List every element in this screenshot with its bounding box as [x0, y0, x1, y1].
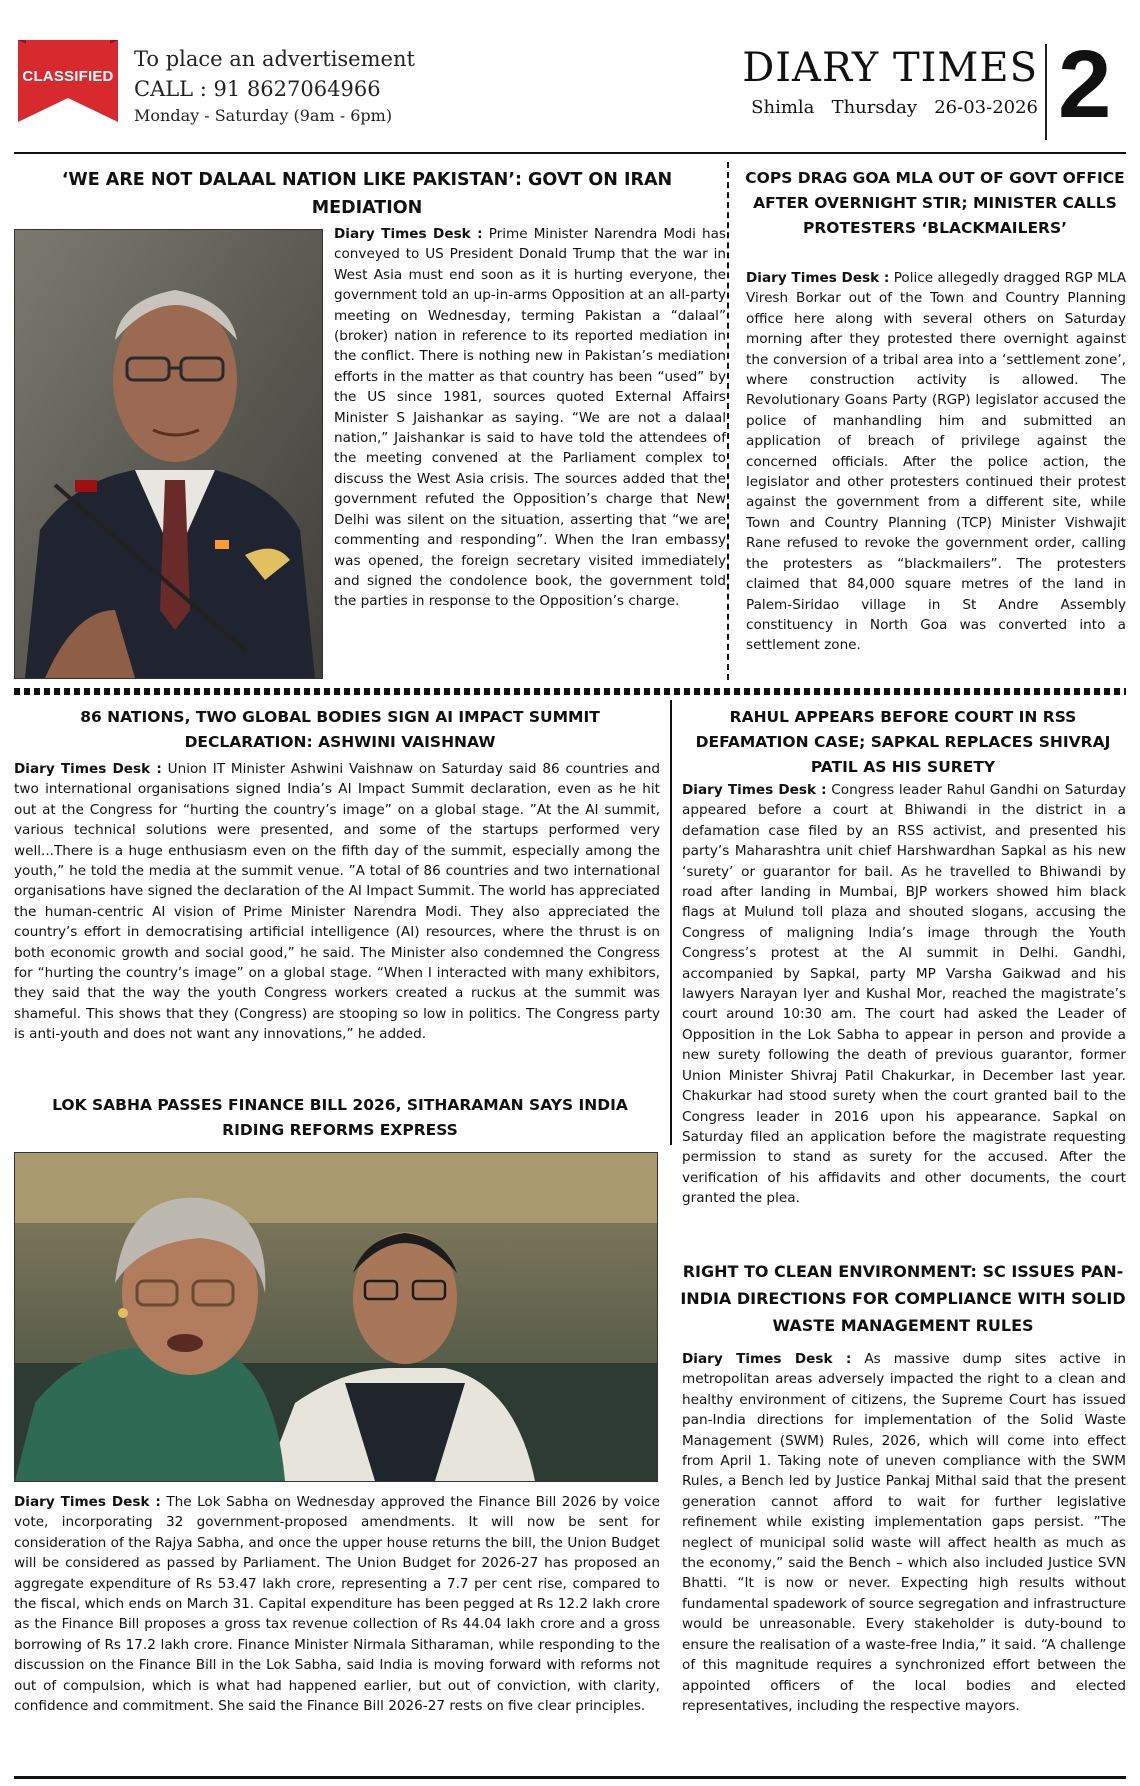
jaishankar-photo — [14, 229, 323, 679]
page-number: 2 — [1058, 31, 1112, 138]
classified-ribbon — [18, 40, 118, 130]
article-rahul-text: Congress leader Rahul Gandhi on Saturday appeared before a court at Bhiwandi in the district in a defamation case filed by an RSS activist, and presented his party’s Maharashtra unit chief Harshwardhan Sapkal as his new ‘surety’ or guarantor for bail. As he travelled to Bhiwandi by road after landing in Mumbai, BJP workers showed him black flags at Mulund toll plaza and shouted slogans, accusing the Congress of maligning India’s image through the Youth Congress’s protest at the AI summit in Delhi. Gandhi, accompanied by Sapkal, party MP Varsha Gaikwad and his lawyers Narayan Iyer and Kushal Mor, reached the magistrate’s court around 10:30 am. The court had asked the Leader of Opposition in the Lok Sabha to appear in person and provide a new surety following the death of previous guarantor, former Union Minister Shivraj Patil Chakurkar, in December last year. Chakurkar had stood surety when the court granted bail to the Congress leader in 2016 upon his appearance. Sapkal on Saturday filed an application before the magistrate requesting permission to stand as surety for the accused. After the verification of his affidavits and other documents, the court granted the plea. — [682, 782, 1126, 1207]
masthead-day: Thursday — [831, 97, 918, 118]
masthead-dateline — [742, 94, 1038, 122]
article-ai-body — [14, 759, 660, 1045]
dateline: Diary Times Desk : — [334, 226, 483, 242]
ad-headline: To place an advertisement — [134, 47, 415, 71]
ribbon-icon — [18, 40, 118, 130]
photo-sitharaman-illustration — [15, 1153, 657, 1481]
article-iran-headline: ‘WE ARE NOT DALAAL NATION LIKE PAKISTAN’: GOVT ON IRAN MEDIATION — [61, 170, 673, 218]
masthead-title: DIARY TIMES — [742, 45, 1038, 91]
dateline: Diary Times Desk : — [14, 761, 162, 777]
ad-phone: CALL : 91 8627064966 — [134, 77, 381, 101]
masthead — [742, 42, 1038, 122]
dateline: Diary Times Desk : — [682, 782, 827, 798]
masthead-date: 26-03-2026 — [934, 97, 1038, 118]
advertisement-info — [134, 44, 415, 128]
article-goa-headline: COPS DRAG GOA MLA OUT OF GOVT OFFICE AFTER OVERNIGHT STIR; MINISTER CALLS PROTESTERS ‘BLACKMAILERS’ — [745, 169, 1125, 237]
article-iran-text: Prime Minister Narendra Modi has conveyed to US President Donald Trump that the war in West Asia must end soon as it is hurting everyone, the government told an up-in-arms Opposition at an all-party meeting on Wednesday, terming Pakistan a “dalaal” (broker) nation in reference to its reported mediation in the conflict. There is nothing new in Pakistan’s mediation efforts in the matter as that country has been “used” by the US since 1981, sources quoted External Affairs Minister S Jaishankar as saying. “We are not a dalaal nation,” Jaishankar is said to have told the attendees of the meeting convened at the Parliament complex to discuss the West Asia crisis. The sources added that the government refuted the Opposition’s charge that New Delhi was silent on the situation, asserting that “we are commenting and responding”. When the Iran embassy was opened, the foreign secretary visited immediately and signed the condolence book, the government told the parties in response to the Opposition’s charge. — [334, 226, 726, 610]
ad-hours: Monday - Saturday (9am - 6pm) — [134, 106, 393, 125]
column-divider-top — [727, 162, 729, 680]
sitharaman-photo — [14, 1152, 658, 1482]
article-environment-text: As massive dump sites active in metropolitan areas adversely impacted the right to a clean and healthy environment of citizens, the Supreme Court has issued pan-India directions for implementation of the Solid Waste Management (SWM) Rules, 2026, which will come into effect from April 1. Taking note of uneven compliance with the SWM Rules, a Bench led by Justice Pankaj Mithal said that the present generation cannot afford to wait for further legislative refinement while existing implementation gaps persist. ”The neglect of municipal solid waste will affect health as much as the economy,” said the Bench – which also included Justice SVN Bhatti. “It is now or never. Expecting high results without fundamental spadework of source segregation and infrastructure would be unreasonable. Every stakeholder is duty-bound to ensure the realisation of a waste-free India,” it said. “A challenge of this magnitude requires a synchronized effort between the appointed officers of the local bodies and elected representatives, including the respective mayors. — [682, 1351, 1126, 1714]
article-finance-body — [14, 1492, 660, 1716]
section-divider — [14, 688, 1126, 695]
article-ai-text: Union IT Minister Ashwini Vaishnaw on Saturday said 86 countries and two international organisations signed India’s AI Impact Summit declaration, even as he hit out at the Congress for “hurting the country’s image” on a global stage. ”At the AI summit, various technical solutions were presented, and some of the startups performed very well...There is a huge enthusiasm even on the fifth day of the summit, especially among the youth,” he told the media at the summit venue. ”A total of 86 countries and two international organisations have signed the declaration of the AI Impact Summit. The world has appreciated the human-centric AI vision of Prime Minister Narendra Modi. They also appreciated the country’s effort in democratising artificial intelligence (AI) resources, where the thrust is on both economic growth and social good,” he said. The Minister also condemned the Congress for “hurting the country’s image” on a global stage. “When I interacted with many exhibitors, they said that the way the youth Congress workers created a ruckus at the summit was shameful. This shows that they (Congress) are stooping so low in politics. The Congress party is anti-youth and does not want any innovations,” he added. — [14, 761, 661, 1043]
article-goa-text: Police allegedly dragged RGP MLA Viresh Borkar out of the Town and Country Planning office here along with several others on Saturday morning after they protested there overnight against the conversion of a tribal area into a ‘settlement zone’, where construction activity is allowed. The Revolutionary Goans Party (RGP) legislator accused the police of manhandling him and submitted an application of breach of privilege against the concerned officials. After the police action, the legislator and other protesters continued their protest against the government from a different site, while Town and Country Planning (TCP) Minister Vishwajit Rane refused to revoke the government order, calling the protesters as “blackmailers”. The protesters claimed that 84,000 square metres of the land in Palem-Siridao village in St Andre Assembly constituency in North Goa was converted into a settlement zone. — [746, 270, 1126, 654]
masthead-city: Shimla — [751, 97, 815, 118]
classified-label: CLASSIFIED — [22, 68, 114, 85]
article-goa-body — [746, 268, 1126, 656]
article-finance-headline: LOK SABHA PASSES FINANCE BILL 2026, SITHARAMAN SAYS INDIA RIDING REFORMS EXPRESS — [52, 1096, 628, 1139]
article-iran-body — [334, 224, 726, 612]
column-divider-middle — [670, 700, 672, 1145]
photo-jaishankar-illustration — [15, 230, 322, 678]
article-environment-headline: RIGHT TO CLEAN ENVIRONMENT: SC ISSUES PAN-INDIA DIRECTIONS FOR COMPLIANCE WITH SOLID WASTE MANAGEMENT RULES — [680, 1262, 1126, 1335]
dateline: Diary Times Desk : — [746, 270, 890, 286]
footer-rule — [14, 1776, 1126, 1779]
article-finance-text: The Lok Sabha on Wednesday approved the Finance Bill 2026 by voice vote, incorporating 32 government-proposed amendments. It will now be sent for consideration of the Rajya Sabha, and once the upper house returns the bill, the Union Budget will be considered as passed by Parliament. The Union Budget for 2026-27 has proposed an aggregate expenditure of Rs 53.47 lakh crore, representing a 7.7 per cent rise, compared to the fiscal, which ends on March 31. Capital expenditure has been pegged at Rs 12.2 lakh crore as the Finance Bill proposes a gross tax revenue collection of Rs 44.04 lakh crore and a gross borrowing of Rs 17.2 lakh crore. Finance Minister Nirmala Sitharaman, while responding to the discussion on the Finance Bill in the Lok Sabha, said India is moving forward with reforms not out of compulsion, which is what had happened earlier, but out of conviction, with clarity, confidence and commitment. She said the Finance Bill 2026-27 rests on five clear principles. — [14, 1494, 661, 1715]
header-rule — [14, 152, 1126, 154]
masthead-divider — [1045, 44, 1047, 140]
article-rahul-headline: RAHUL APPEARS BEFORE COURT IN RSS DEFAMATION CASE; SAPKAL REPLACES SHIVRAJ PATIL AS HIS SURETY — [695, 708, 1111, 776]
dateline: Diary Times Desk : — [682, 1351, 852, 1367]
article-rahul-body — [682, 780, 1126, 1209]
dateline: Diary Times Desk : — [14, 1494, 161, 1510]
article-ai-headline: 86 NATIONS, TWO GLOBAL BODIES SIGN AI IMPACT SUMMIT DECLARATION: ASHWINI VAISHNAW — [80, 708, 600, 751]
article-environment-body — [682, 1349, 1126, 1716]
